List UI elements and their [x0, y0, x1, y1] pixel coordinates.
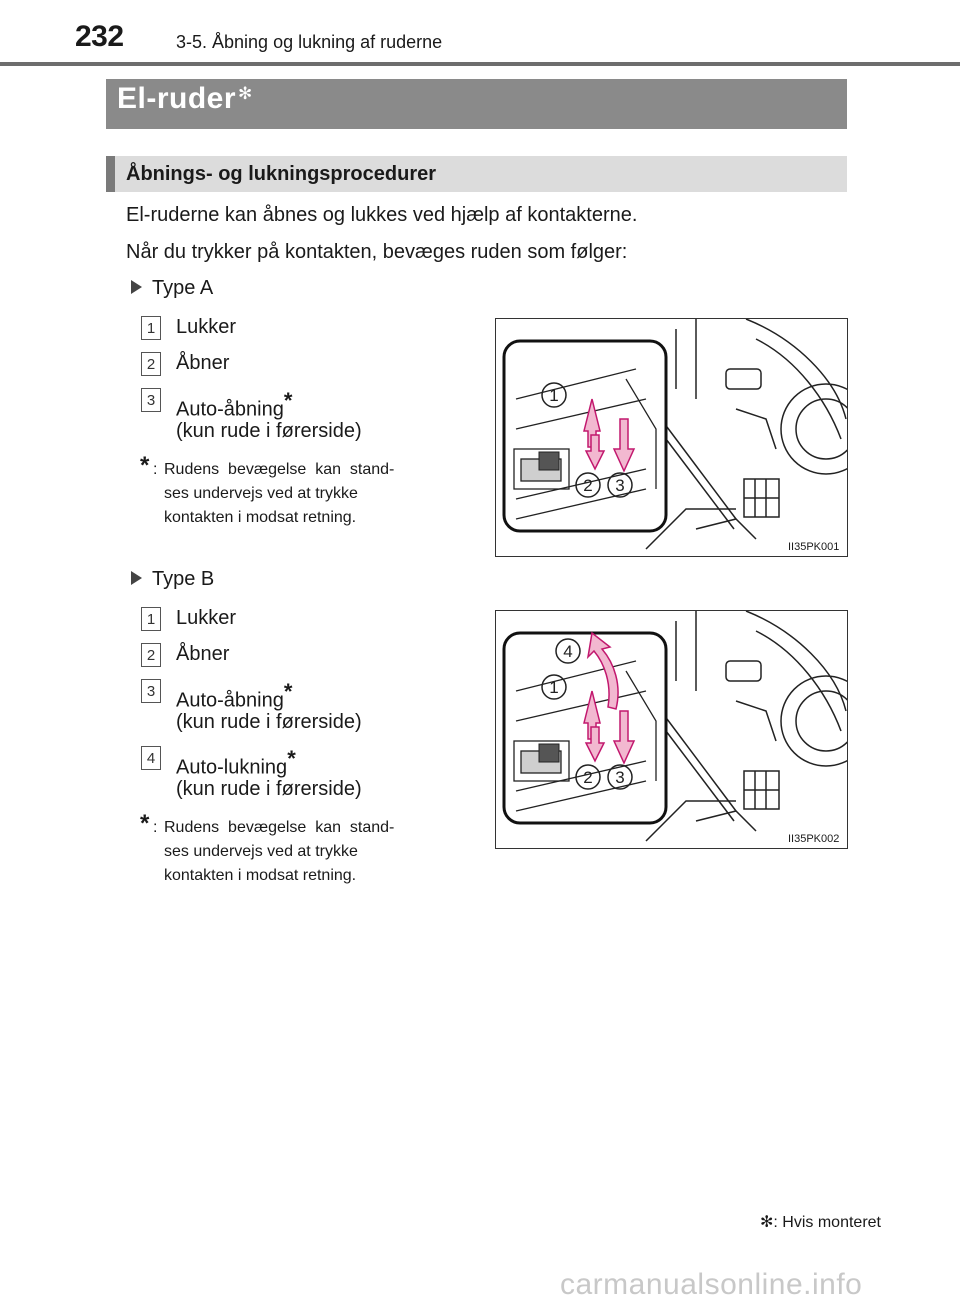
triangle-bullet-icon — [131, 571, 142, 585]
watermark: carmanualsonline.info — [560, 1268, 863, 1301]
item-text: Lukker — [176, 316, 237, 338]
switch-icon — [539, 452, 559, 470]
header-rule — [0, 62, 960, 66]
item-text-main: Auto-åbning — [176, 689, 284, 712]
item-number-badge: 3 — [141, 679, 161, 703]
figure-type-a — [495, 318, 848, 557]
svg-text:1: 1 — [549, 678, 559, 697]
subsection-accent — [106, 156, 115, 192]
item-number-badge: 2 — [141, 352, 161, 376]
note-line: Rudens bevægelse kan stand- — [164, 819, 395, 836]
svg-text:2: 2 — [583, 768, 593, 787]
type-a-heading — [131, 277, 213, 300]
item-number-badge: 2 — [141, 643, 161, 667]
svg-text:4: 4 — [563, 642, 573, 661]
note-line: Rudens bevægelse kan stand- — [164, 461, 395, 478]
door-switch-illustration — [496, 611, 847, 848]
note-asterisk: * — [140, 452, 150, 479]
item-asterisk: * — [283, 388, 293, 413]
footnote-mark: ✻ — [760, 1214, 774, 1231]
item-asterisk: * — [287, 746, 296, 771]
item-number-badge: 4 — [141, 746, 161, 770]
note-colon: : — [153, 819, 158, 836]
item-subtext: (kun rude i førerside) — [176, 711, 362, 733]
item-text: Åbner — [176, 352, 230, 374]
title-asterisk-mark: ✻ — [238, 84, 253, 103]
item-text-main: Auto-åbning — [176, 398, 284, 421]
item-text-main: Auto-lukning — [176, 756, 288, 779]
intro-paragraph-1: El-ruderne kan åbnes og lukkes ved hjælp af kontakterne. — [126, 204, 638, 226]
item-subtext: (kun rude i førerside) — [176, 778, 362, 800]
svg-text:2: 2 — [583, 476, 593, 495]
note-line: kontakten i modsat retning. — [164, 509, 357, 526]
page-number: 232 — [75, 20, 124, 53]
item-number-badge: 1 — [141, 316, 161, 340]
switch-icon — [539, 744, 559, 762]
type-b-label: Type B — [152, 568, 215, 590]
footnote — [760, 1212, 881, 1232]
item-text: Lukker — [176, 607, 237, 629]
note-line: kontakten i modsat retning. — [164, 867, 357, 884]
subsection-title: Åbnings- og lukningsprocedurer — [126, 163, 437, 185]
item-subtext: (kun rude i førerside) — [176, 420, 362, 442]
note-asterisk: * — [140, 810, 150, 837]
item-text — [176, 746, 296, 780]
triangle-bullet-icon — [131, 280, 142, 294]
item-text: Åbner — [176, 643, 230, 665]
footnote-text: : Hvis monteret — [773, 1214, 881, 1231]
section-reference: 3-5. Åbning og lukning af ruderne — [176, 32, 443, 52]
figure-type-b — [495, 610, 848, 849]
figure-code: II35PK001 — [788, 541, 840, 553]
item-number-badge: 1 — [141, 607, 161, 631]
note-line: ses undervejs ved at trykke — [164, 485, 358, 502]
type-b-heading — [131, 568, 214, 591]
intro-paragraph-2: Når du trykker på kontakten, bevæges ruden som følger: — [126, 241, 628, 263]
door-switch-illustration — [496, 319, 847, 556]
item-text — [176, 388, 292, 422]
note-colon: : — [153, 461, 158, 478]
item-text — [176, 679, 292, 713]
svg-text:3: 3 — [615, 476, 625, 495]
figure-code: II35PK002 — [788, 833, 840, 845]
page-title — [117, 82, 253, 116]
svg-text:3: 3 — [615, 768, 625, 787]
item-asterisk: * — [283, 679, 293, 704]
type-a-label: Type A — [152, 277, 214, 299]
item-number-badge: 3 — [141, 388, 161, 412]
svg-text:1: 1 — [549, 386, 559, 405]
page-title-text: El-ruder — [117, 82, 237, 115]
note-line: ses undervejs ved at trykke — [164, 843, 358, 860]
